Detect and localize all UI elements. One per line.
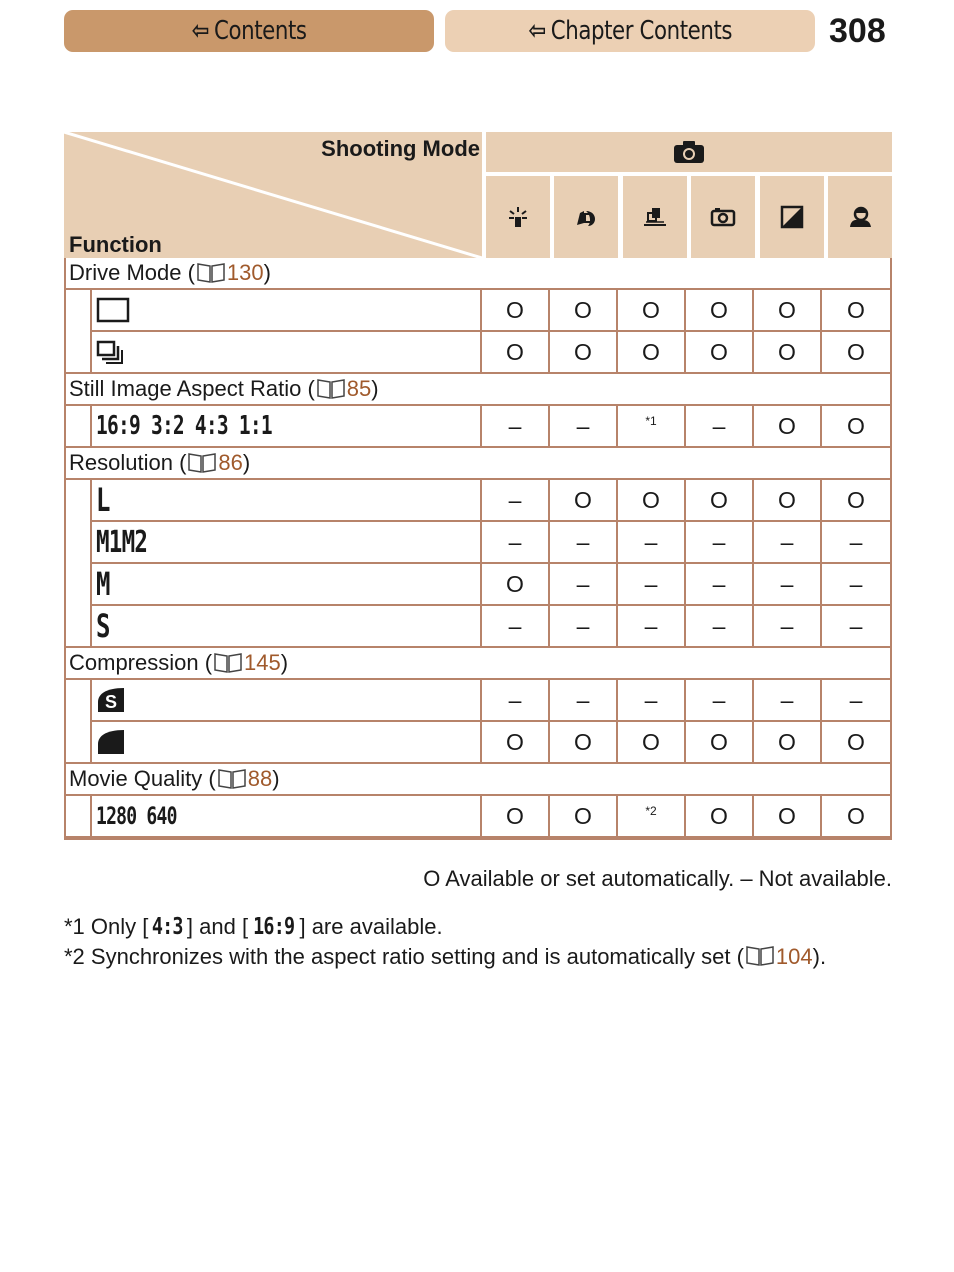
superfine-icon — [96, 686, 126, 714]
page-ref-link[interactable]: 88 — [247, 766, 273, 791]
book-icon — [745, 945, 775, 967]
camera-icon — [673, 140, 705, 164]
table-row — [92, 522, 890, 564]
chapter-contents-label: Chapter Contents — [550, 16, 732, 46]
table-row — [92, 606, 890, 648]
section-movie-quality: Movie Quality ( 88 ) — [66, 764, 890, 796]
arrow-left-icon: ⇦ — [191, 16, 209, 46]
value-cell: – — [686, 406, 754, 446]
value-cell: O — [754, 290, 822, 330]
value-cell: O — [482, 722, 550, 762]
value-cell: O — [754, 796, 822, 836]
movie-quality-icons: 1280 640 — [96, 802, 177, 830]
resolution-l-icon: L — [96, 481, 110, 519]
section-title: Still Image Aspect Ratio ( — [69, 376, 315, 401]
resolution-m-icon: M — [96, 565, 110, 603]
table-row — [92, 480, 890, 522]
value-cell: – — [754, 564, 822, 604]
single-shooting-icon — [96, 297, 130, 323]
value-cell: – — [550, 606, 618, 646]
hand-held-night-icon — [554, 176, 618, 258]
book-icon — [316, 378, 346, 400]
value-cell: O — [847, 728, 865, 755]
table-row — [92, 796, 890, 838]
stitch-assist-icon — [623, 176, 687, 258]
page-ref-link[interactable]: 130 — [226, 260, 264, 285]
value-cell: O — [686, 480, 754, 520]
section-title: Movie Quality ( — [69, 766, 216, 791]
value-cell: – — [686, 522, 754, 562]
fine-icon — [96, 728, 126, 756]
resolution-s-icon: S — [96, 607, 110, 645]
value-cell: O — [847, 412, 865, 439]
value-cell: O — [482, 332, 550, 372]
value-cell: O — [550, 722, 618, 762]
value-cell: O — [754, 332, 822, 372]
table-row — [92, 290, 890, 332]
value-cell: O — [847, 296, 865, 323]
section-resolution: Resolution ( 86 ) — [66, 448, 890, 480]
value-cell: – — [686, 606, 754, 646]
value-cell: – — [482, 680, 550, 720]
header-mode-row — [486, 176, 892, 258]
value-cell: – — [550, 564, 618, 604]
value-cell: – — [754, 522, 822, 562]
page-ref-link[interactable]: 145 — [244, 650, 281, 675]
value-cell: O — [847, 486, 865, 513]
value-cell: – — [686, 564, 754, 604]
value-cell: – — [550, 406, 618, 446]
group-aspect-ratio — [66, 406, 890, 448]
section-title: Drive Mode ( — [69, 260, 195, 285]
section-title: Resolution ( — [69, 450, 187, 475]
value-cell: O — [550, 796, 618, 836]
page-ref-link[interactable]: 104 — [775, 944, 813, 969]
svg-text:S: S — [104, 692, 118, 712]
value-cell: O — [550, 480, 618, 520]
value-cell: O — [618, 722, 686, 762]
value-cell: – — [618, 522, 686, 562]
value-cell: – — [754, 680, 822, 720]
resolution-m1m2-icon: M1M2 — [96, 524, 148, 560]
aspect-4-3-icon: 4:3 — [152, 914, 184, 940]
footnote-1: *1 Only [ 4:3 ] and [ 16:9 ] are available. — [64, 914, 443, 940]
book-icon — [217, 768, 247, 790]
section-compression: Compression ( 145 ) — [66, 648, 890, 680]
book-icon — [187, 452, 217, 474]
section-title: Compression ( — [69, 650, 213, 675]
value-cell: – — [618, 564, 686, 604]
group-drive-mode — [66, 290, 890, 374]
value-cell: – — [849, 612, 863, 639]
header-corner-cell — [64, 132, 482, 258]
table-row — [92, 564, 890, 606]
header-camera-cell — [486, 132, 892, 172]
footnote-2: *2 Synchronizes with the aspect ratio setting and is automatically set ( 104). — [64, 944, 827, 969]
value-cell: – — [618, 680, 686, 720]
table-row — [92, 406, 890, 448]
page-ref-link[interactable]: 86 — [218, 450, 243, 475]
value-cell: – — [849, 570, 863, 597]
table-row — [92, 680, 890, 722]
monochrome-icon — [760, 176, 824, 258]
page-ref-link[interactable]: 85 — [346, 376, 372, 401]
value-cell: O — [686, 796, 754, 836]
value-cell: O — [618, 480, 686, 520]
value-cell: – — [550, 680, 618, 720]
book-icon — [196, 262, 226, 284]
table-row — [92, 332, 890, 374]
group-resolution — [66, 480, 890, 648]
value-cell: O — [754, 406, 822, 446]
fireworks-icon — [486, 176, 550, 258]
value-cell: O — [618, 290, 686, 330]
section-drive-mode: Drive Mode ( 130 ) — [66, 258, 890, 290]
value-cell: O — [550, 332, 618, 372]
value-cell: O — [618, 332, 686, 372]
value-cell: – — [482, 406, 550, 446]
value-cell: – — [482, 606, 550, 646]
value-cell: – — [686, 680, 754, 720]
value-cell: O — [686, 722, 754, 762]
section-aspect-ratio: Still Image Aspect Ratio ( 85 ) — [66, 374, 890, 406]
value-cell: O — [847, 802, 865, 829]
footnote-marker: *2 — [618, 796, 686, 836]
value-cell: O — [754, 480, 822, 520]
value-cell: – — [482, 480, 550, 520]
value-cell: O — [550, 290, 618, 330]
availability-legend: O Available or set automatically. – Not available. — [423, 866, 892, 891]
portrait-icon — [828, 176, 892, 258]
table-row — [92, 722, 890, 764]
contents-label: Contents — [213, 16, 307, 46]
header-shooting-mode: Shooting Mode — [321, 136, 480, 161]
book-icon — [213, 652, 243, 674]
footnote-marker: *1 — [618, 406, 686, 446]
value-cell: O — [482, 290, 550, 330]
value-cell: – — [849, 686, 863, 713]
contents-button[interactable] — [64, 10, 434, 52]
value-cell: O — [482, 564, 550, 604]
arrow-left-icon: ⇦ — [528, 16, 546, 46]
chapter-contents-button[interactable] — [445, 10, 815, 52]
toy-camera-icon — [691, 176, 755, 258]
table-body — [64, 258, 892, 840]
page-number: 308 — [829, 12, 886, 50]
value-cell: – — [849, 528, 863, 555]
value-cell: O — [686, 290, 754, 330]
table-header — [64, 132, 892, 258]
continuous-shooting-icon — [96, 340, 126, 364]
aspect-ratio-icons: 16:9 3:2 4:3 1:1 — [96, 411, 272, 441]
value-cell: O — [686, 332, 754, 372]
aspect-16-9-icon: 16:9 — [253, 914, 295, 940]
value-cell: – — [754, 606, 822, 646]
value-cell: O — [754, 722, 822, 762]
value-cell: – — [550, 522, 618, 562]
value-cell: O — [847, 338, 865, 365]
group-compression — [66, 680, 890, 764]
value-cell: – — [618, 606, 686, 646]
value-cell: – — [482, 522, 550, 562]
header-function: Function — [69, 232, 162, 257]
group-movie-quality — [66, 796, 890, 838]
value-cell: O — [482, 796, 550, 836]
